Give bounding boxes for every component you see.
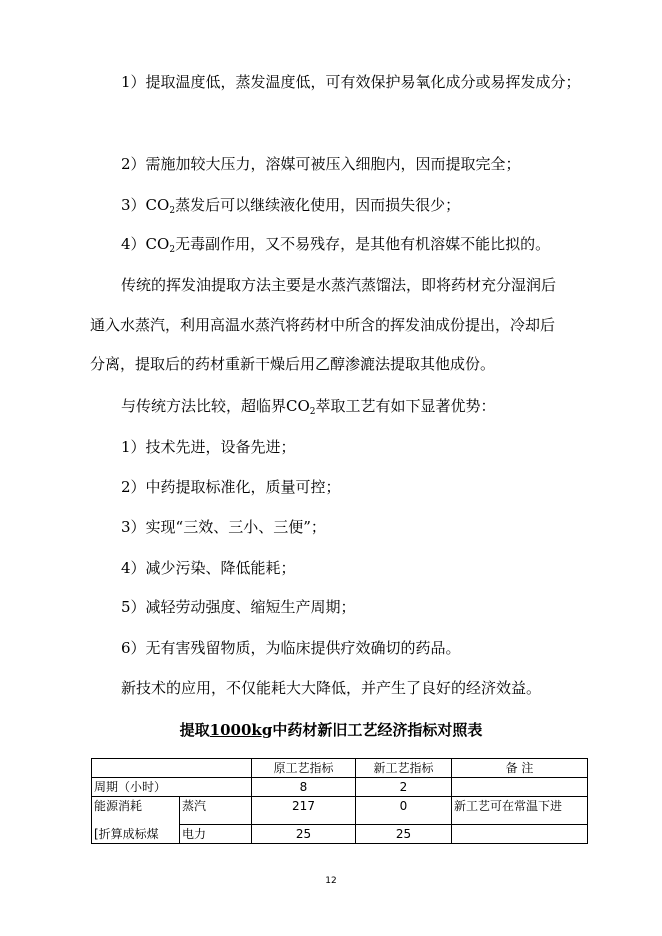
paragraph-advantage-2: 2）需施加较大压力，溶媒可被压入细胞内，因而提取完全； — [121, 155, 521, 173]
cycle-new-value: 2 — [356, 778, 452, 797]
paragraph-comparison-intro: 与传统方法比较，超临界$CO_2$萃取工艺有如下显著优势： — [121, 397, 496, 417]
row-item-steam: 蒸汽 — [180, 797, 252, 825]
row-group-coal: [折算成标煤 — [92, 825, 180, 844]
paragraph-traditional-line-2: 通入水蒸汽，利用高温水蒸汽将药材中所含的挥发油成份提出，冷却后 — [90, 316, 556, 334]
table-header-blank — [92, 759, 252, 778]
cycle-old-value: 8 — [252, 778, 356, 797]
table-header-row — [92, 759, 588, 778]
table-row — [92, 825, 588, 844]
header-notes: 备 注 — [452, 759, 588, 778]
paragraph-advantage-3: $3)CO_2$蒸发后可以继续液化使用，因而损失很少； — [121, 196, 461, 216]
list-item-6: 6）无有害残留物质，为临床提供疗效确切的药品。 — [121, 639, 461, 657]
paragraph-traditional-line-1: 传统的挥发油提取方法主要是水蒸汽蒸馏法，即将药材充分湿润后 — [121, 276, 557, 294]
header-new-process: 新工艺指标 — [356, 759, 452, 778]
list-item-1: 1）技术先进，设备先进； — [121, 438, 296, 456]
power-old-value: 25 — [252, 825, 356, 844]
list-item-4: 4）减少污染、降低能耗； — [121, 559, 296, 577]
cycle-note — [452, 778, 588, 797]
power-note — [452, 825, 588, 844]
list-item-5: 5）减轻劳动强度、缩短生产周期； — [121, 598, 356, 616]
table-row — [92, 778, 588, 797]
paragraph-advantage-1: 1）提取温度低，蒸发温度低，可有效保护易氧化成分或易挥发成分； — [121, 73, 581, 91]
list-item-3: 3）实现“三效、三小、三便”； — [121, 518, 326, 536]
steam-note: 新工艺可在常温下进 — [452, 797, 588, 825]
paragraph-advantage-4: $4)CO_2$无毒副作用，又不易残存，是其他有机溶媒不能比拟的。 — [121, 235, 551, 255]
page-number: 12 — [325, 876, 337, 886]
steam-old-value: 217 — [252, 797, 356, 825]
table-row — [92, 797, 588, 825]
list-item-2: 2）中药提取标准化，质量可控； — [121, 478, 341, 496]
row-item-power: 电力 — [180, 825, 252, 844]
row-group-energy: 能源消耗 — [92, 797, 180, 825]
paragraph-traditional-line-3: 分离，提取后的药材重新干燥后用乙醇渗漉法提取其他成份。 — [90, 355, 496, 373]
steam-new-value: 0 — [356, 797, 452, 825]
paragraph-conclusion: 新技术的应用，不仅能耗大大降低，并产生了良好的经济效益。 — [121, 679, 542, 697]
power-new-value: 25 — [356, 825, 452, 844]
row-label-cycle: 周期（小时） — [92, 778, 252, 797]
comparison-table — [91, 758, 588, 844]
header-old-process: 原工艺指标 — [252, 759, 356, 778]
table-title: 提取1000kg中药材新旧工艺经济指标对照表 — [179, 721, 483, 739]
